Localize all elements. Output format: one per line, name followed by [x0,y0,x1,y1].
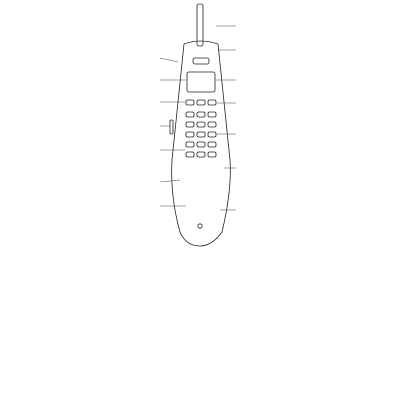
text-line [28,267,376,271]
function-key [208,100,216,105]
keypad-key [186,112,194,117]
keypad-key [197,122,205,127]
keypad-key [186,132,194,137]
text-line [28,305,376,309]
antenna [197,4,203,46]
text-line [28,324,376,328]
keypad-key [208,132,216,137]
earpiece [193,58,209,64]
text-line [28,358,376,362]
keypad-key [208,142,216,147]
text-line [28,286,376,290]
leader-line [160,180,180,182]
keypad-key [208,152,216,157]
text-line [28,315,376,319]
text-line [28,300,376,304]
text-line [28,372,376,376]
text-line [42,257,376,261]
text-line [28,343,376,347]
keypad-key [197,152,205,157]
text-line [28,391,376,395]
text-line [28,262,376,266]
text-line [28,334,376,338]
keypad-key [186,152,194,157]
text-line [28,382,376,386]
keypad-key [197,142,205,147]
function-key [197,100,205,105]
text-line [28,387,376,391]
text-line [28,271,376,275]
text-line [28,276,376,280]
display-screen [187,72,215,92]
text-line [28,377,376,381]
text-line [28,363,376,367]
text-line [28,291,376,295]
text-line [28,281,376,285]
text-line [28,310,376,314]
microphone [198,224,202,228]
side-key [170,120,173,134]
keypad-key [208,112,216,117]
text-line [28,367,376,371]
keypad-key [186,142,194,147]
keypad-key [186,122,194,127]
keypad-key [197,112,205,117]
keypad-key [197,132,205,137]
text-line [28,329,376,333]
text-line [28,353,376,357]
text-line [28,348,376,352]
instruction-text [28,257,376,397]
text-line [28,319,376,323]
leader-line [160,58,178,62]
keypad-key [208,122,216,127]
function-key [186,100,194,105]
text-line [28,295,376,299]
text-line [28,339,376,343]
